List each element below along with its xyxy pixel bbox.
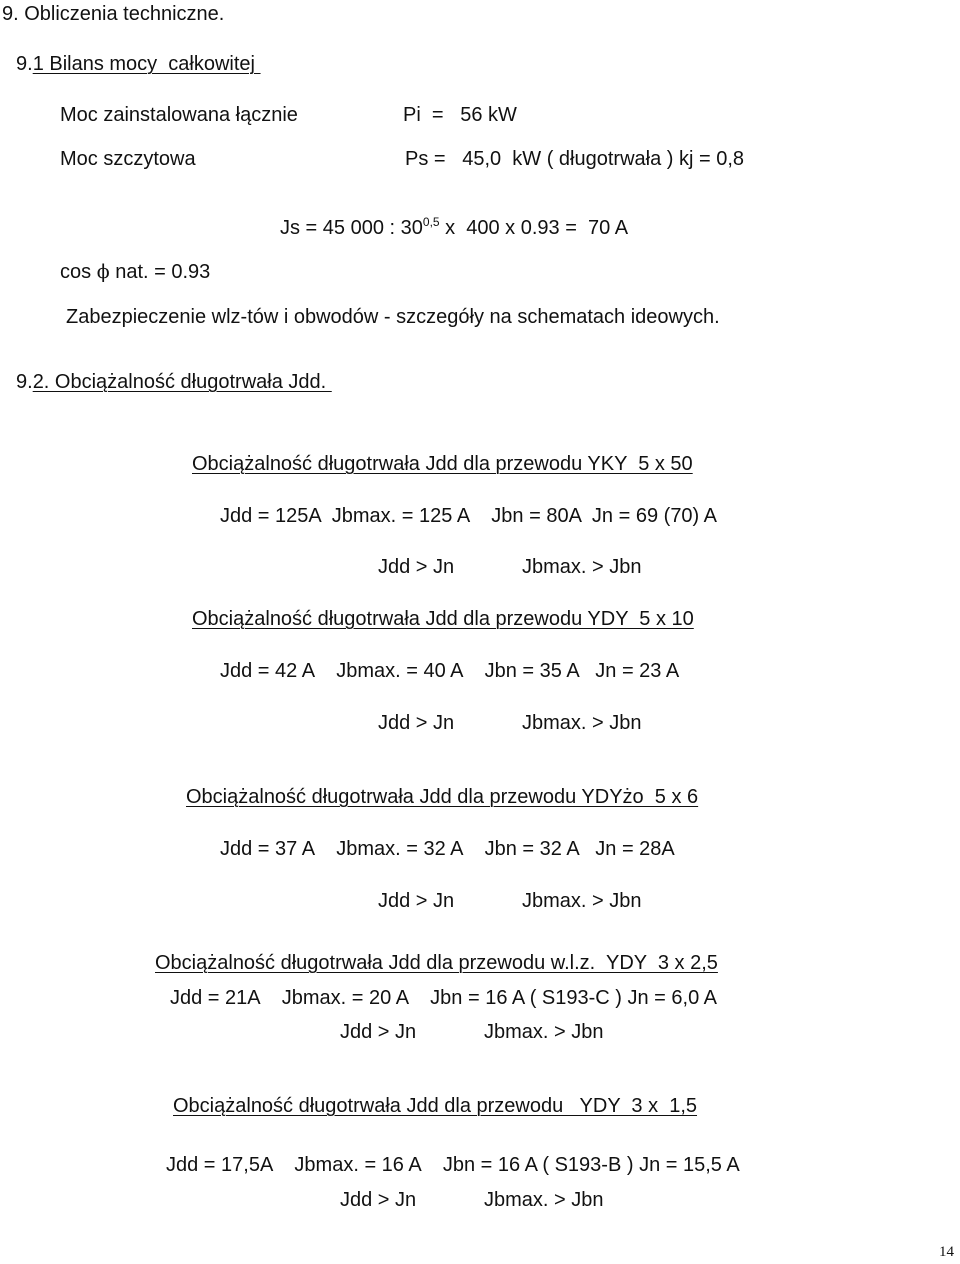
installed-power-label: Moc zainstalowana łącznie xyxy=(60,104,298,126)
peak-power-label: Moc szczytowa xyxy=(60,148,196,170)
section-cond-right-ydyzo: Jbmax. > Jbn xyxy=(522,890,642,912)
section-title-ydy-5x10: Obciążalność długotrwała Jdd dla przewodu YDY 5 x 10 xyxy=(192,608,694,630)
section-cond-right-ydy-5x10: Jbmax. > Jbn xyxy=(522,712,642,734)
section-cond-left-ydyzo: Jdd > Jn xyxy=(378,890,455,912)
section-cond-left-ydy-3x1-5: Jdd > Jn xyxy=(340,1189,417,1211)
section-cond-left-ydy-5x10: Jdd > Jn xyxy=(378,712,455,734)
section-title-ydy-3x1-5: Obciążalność długotrwała Jdd dla przewodu YDY 3 x 1,5 xyxy=(173,1095,698,1117)
current-formula-exponent: 0,5 xyxy=(422,215,440,229)
heading-9-2-number: 9. xyxy=(16,371,33,393)
phi-symbol: ϕ xyxy=(96,261,110,283)
section-title-yky: Obciążalność długotrwała Jdd dla przewodu YKY 5 x 50 xyxy=(192,453,693,475)
cos-prefix: cos xyxy=(60,261,97,283)
section-values-wlz: Jdd = 21A Jbmax. = 20 A Jbn = 16 A ( S193-C ) Jn = 6,0 A xyxy=(170,987,718,1009)
current-formula-part2: x 400 x 0.93 = 70 A xyxy=(439,217,629,239)
section-values-ydy-5x10: Jdd = 42 A Jbmax. = 40 A Jbn = 35 A Jn = 23 A xyxy=(220,660,680,682)
protection-note: Zabezpieczenie wlz-tów i obwodów - szczegóły na schematach ideowych. xyxy=(66,306,720,328)
peak-power-value: Ps = 45,0 kW ( długotrwała ) kj = 0,8 xyxy=(405,148,745,170)
installed-power-value: Pi = 56 kW xyxy=(403,104,517,126)
page-number: 14 xyxy=(939,1244,954,1260)
current-formula-part1: Js = 45 000 : 30 xyxy=(280,217,423,239)
section-title-wlz: Obciążalność długotrwała Jdd dla przewodu w.l.z. YDY 3 x 2,5 xyxy=(155,952,718,974)
cos-phi-line xyxy=(60,260,210,284)
heading-9-1-text: 1 Bilans mocy całkowitej xyxy=(32,53,261,75)
section-cond-left-yky: Jdd > Jn xyxy=(378,556,455,578)
heading-9-2 xyxy=(16,370,332,394)
cos-value: nat. = 0.93 xyxy=(109,261,211,283)
section-values-yky: Jdd = 125A Jbmax. = 125 A Jbn = 80A Jn = 69 (70) A xyxy=(220,505,718,527)
heading-9-1 xyxy=(16,52,261,76)
section-cond-right-yky: Jbmax. > Jbn xyxy=(522,556,642,578)
heading-9-1-number: 9. xyxy=(16,53,33,75)
section-cond-right-wlz: Jbmax. > Jbn xyxy=(484,1021,604,1043)
section-cond-right-ydy-3x1-5: Jbmax. > Jbn xyxy=(484,1189,604,1211)
section-cond-left-wlz: Jdd > Jn xyxy=(340,1021,417,1043)
heading-9: 9. Obliczenia techniczne. xyxy=(2,3,225,25)
current-formula xyxy=(280,216,628,240)
section-values-ydyzo: Jdd = 37 A Jbmax. = 32 A Jbn = 32 A Jn = 28A xyxy=(220,838,675,860)
section-values-ydy-3x1-5: Jdd = 17,5A Jbmax. = 16 A Jbn = 16 A ( S193-B ) Jn = 15,5 A xyxy=(166,1154,740,1176)
section-title-ydyzo: Obciążalność długotrwała Jdd dla przewodu YDYżo 5 x 6 xyxy=(186,786,699,808)
heading-9-2-text: 2. Obciążalność długotrwała Jdd. xyxy=(32,371,332,393)
